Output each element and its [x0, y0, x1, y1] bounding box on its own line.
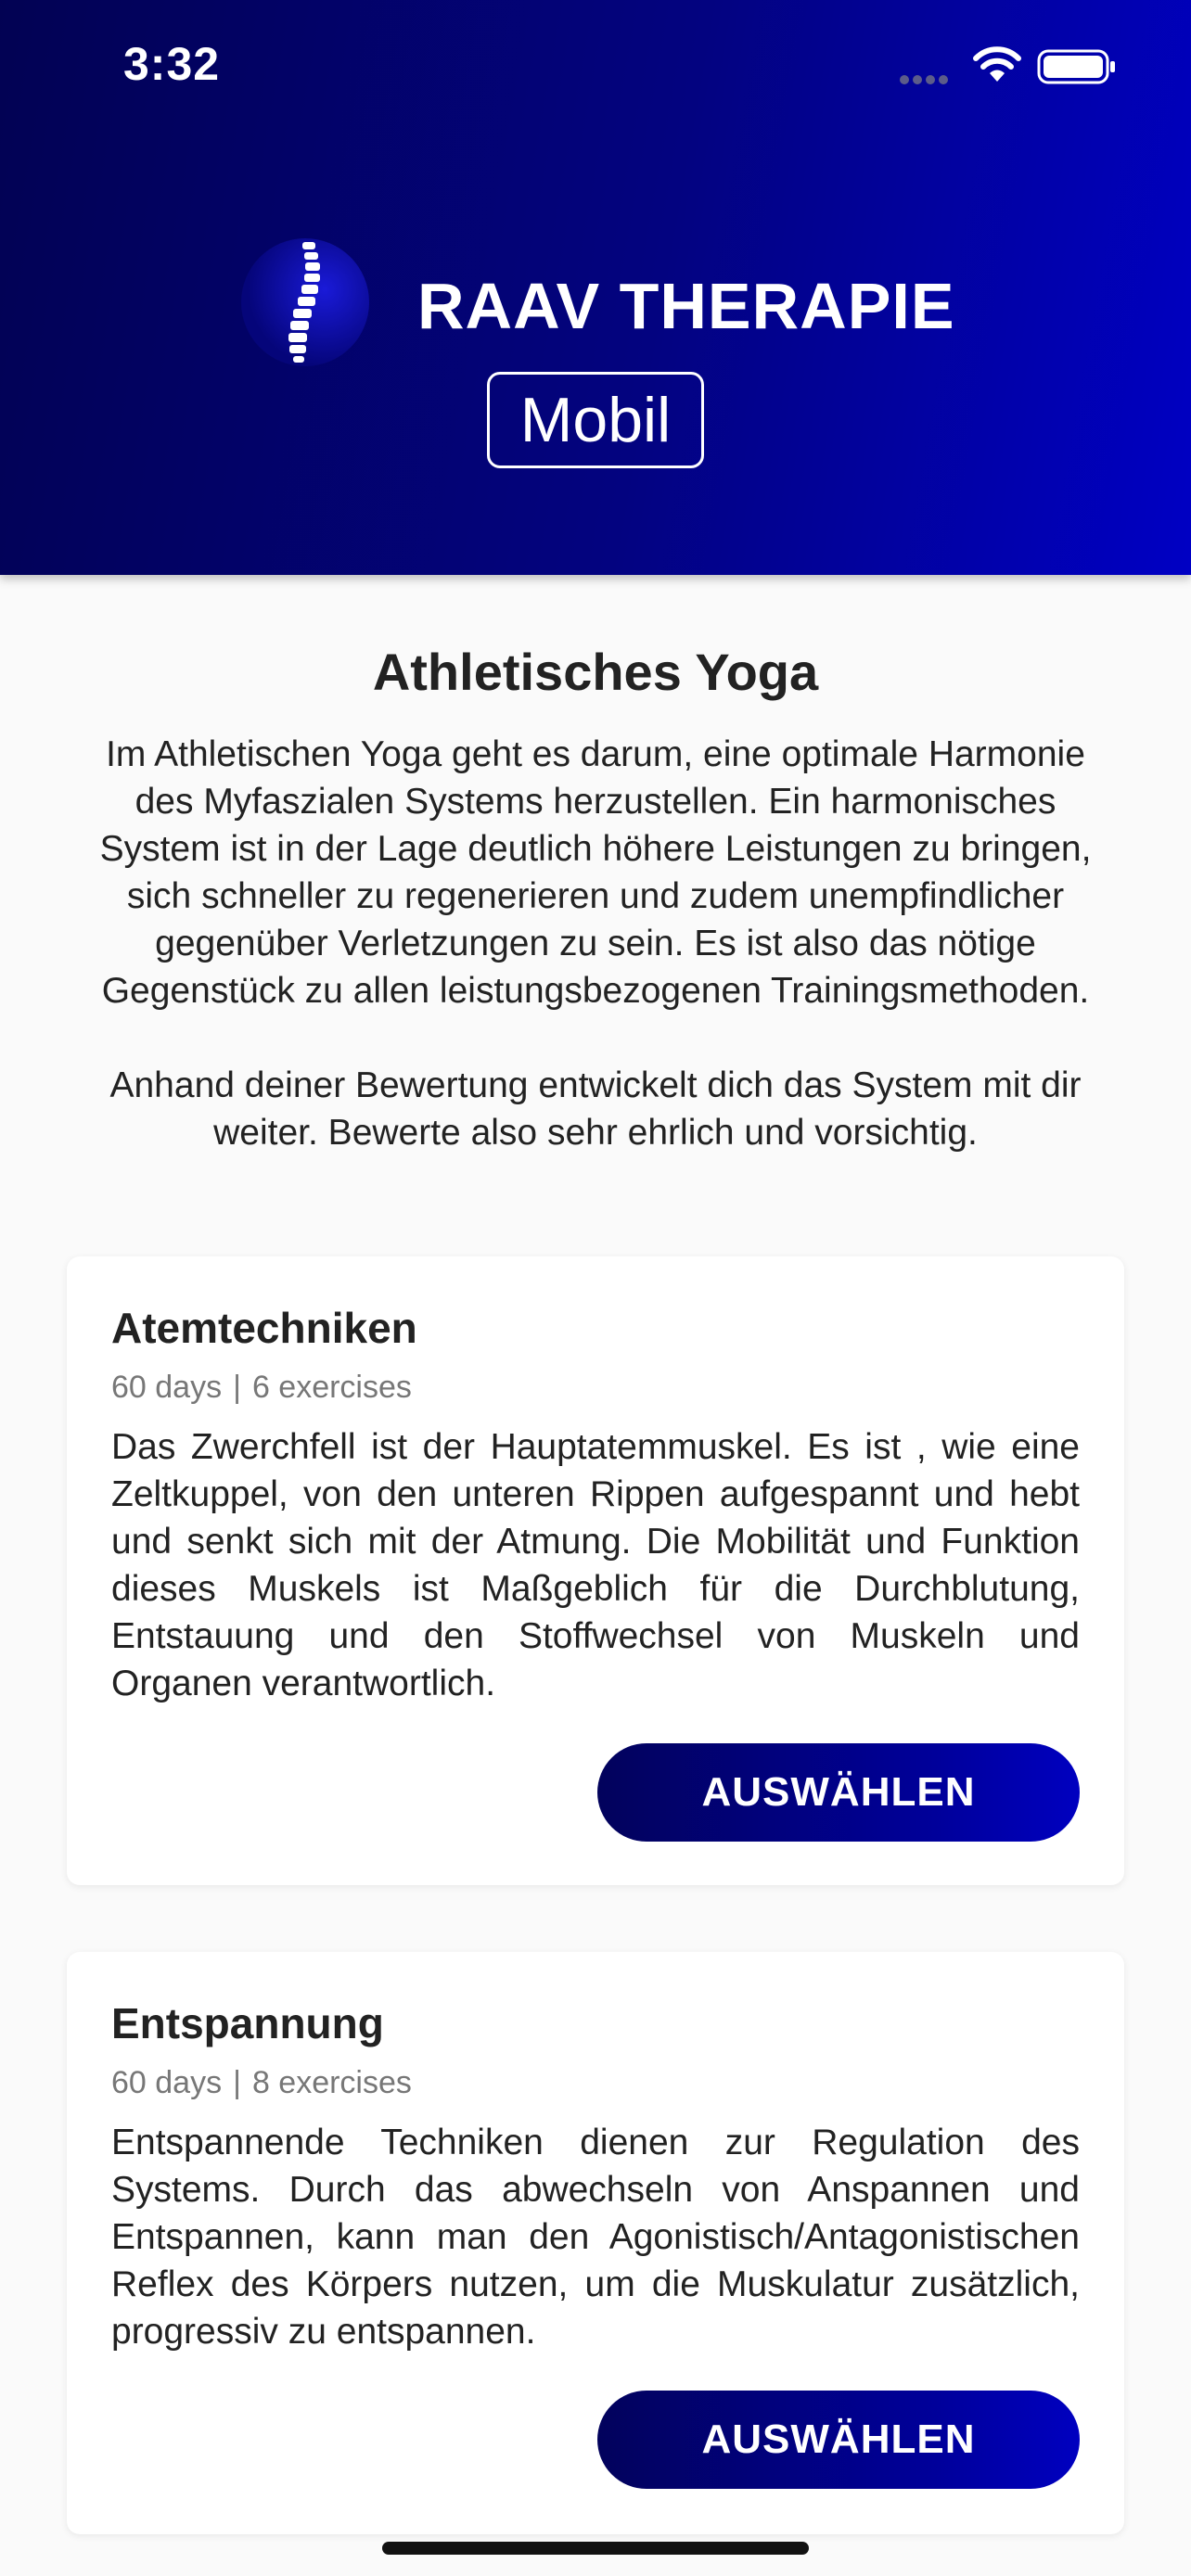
- page-title: Athletisches Yoga: [372, 643, 819, 701]
- intro-paragraph: Im Athletischen Yoga geht es darum, eine optimale Harmonie des Myfaszialen Systems herzustellen. Ein harmonisches System ist in der Lage deutlich höhere Leistungen zu bringen, sich schneller zu regenerieren und zudem unempfindlicher gegenüber Verletzungen zu sein. Es ist also das nötige Gegenstück zu allen leistungsbezogenen Trainingsmethoden.: [99, 734, 1092, 1011]
- program-meta: [111, 1370, 412, 1406]
- app-title: RAAV THERAPIE: [417, 270, 955, 342]
- home-indicator[interactable]: [382, 2542, 809, 2555]
- cellular-signal-icon: [900, 72, 952, 89]
- program-description: Entspannende Techniken dienen zur Regulation des Systems. Durch das abwechseln von Anspannen und Entspannen, kann man den Agonistisch/Antagonistischen Reflex des Körpers nutzen, um die Muskulatur zusätzlich, progressiv zu entspannen.: [111, 2123, 1080, 2352]
- app-subtitle-badge: Mobil: [487, 372, 704, 468]
- program-description: Das Zwerchfell ist der Hauptatemmuskel. Es ist , wie eine Zeltkuppel, von den unteren Rippen aufgespannt und hebt und senkt sich mit der Atmung. Die Mobilität und Funktion dieses Muskels ist Maßgeblich für die Durchblutung, Entstauung und den Stoffwechsel von Muskeln und Organen verantwortlich.: [111, 1427, 1080, 1703]
- intro-description: [74, 731, 1117, 1156]
- program-card: [67, 1952, 1124, 2534]
- wifi-icon: [972, 46, 1022, 83]
- program-duration: 60 days: [111, 2065, 223, 2100]
- select-program-button[interactable]: AUSWÄHLEN: [597, 1743, 1080, 1842]
- program-exercise-count: 8 exercises: [251, 2065, 412, 2100]
- battery-icon: [1037, 48, 1117, 85]
- meta-separator: |: [233, 1370, 241, 1405]
- status-bar: [0, 0, 1191, 130]
- program-duration: 60 days: [111, 1370, 223, 1405]
- program-exercise-count: 6 exercises: [251, 1370, 412, 1405]
- intro-paragraph: Anhand deiner Bewertung entwickelt dich das System mit dir weiter. Bewerte also sehr ehrlich und vorsichtig.: [109, 1065, 1082, 1153]
- program-card: [67, 1256, 1124, 1885]
- program-meta: [111, 2065, 412, 2101]
- app-header: [0, 0, 1191, 575]
- program-title: Entspannung: [111, 1999, 384, 2047]
- select-program-button[interactable]: AUSWÄHLEN: [597, 2391, 1080, 2489]
- program-title: Atemtechniken: [111, 1304, 417, 1352]
- status-time: 3:32: [123, 38, 221, 90]
- spine-icon: [239, 236, 371, 368]
- meta-separator: |: [233, 2065, 241, 2100]
